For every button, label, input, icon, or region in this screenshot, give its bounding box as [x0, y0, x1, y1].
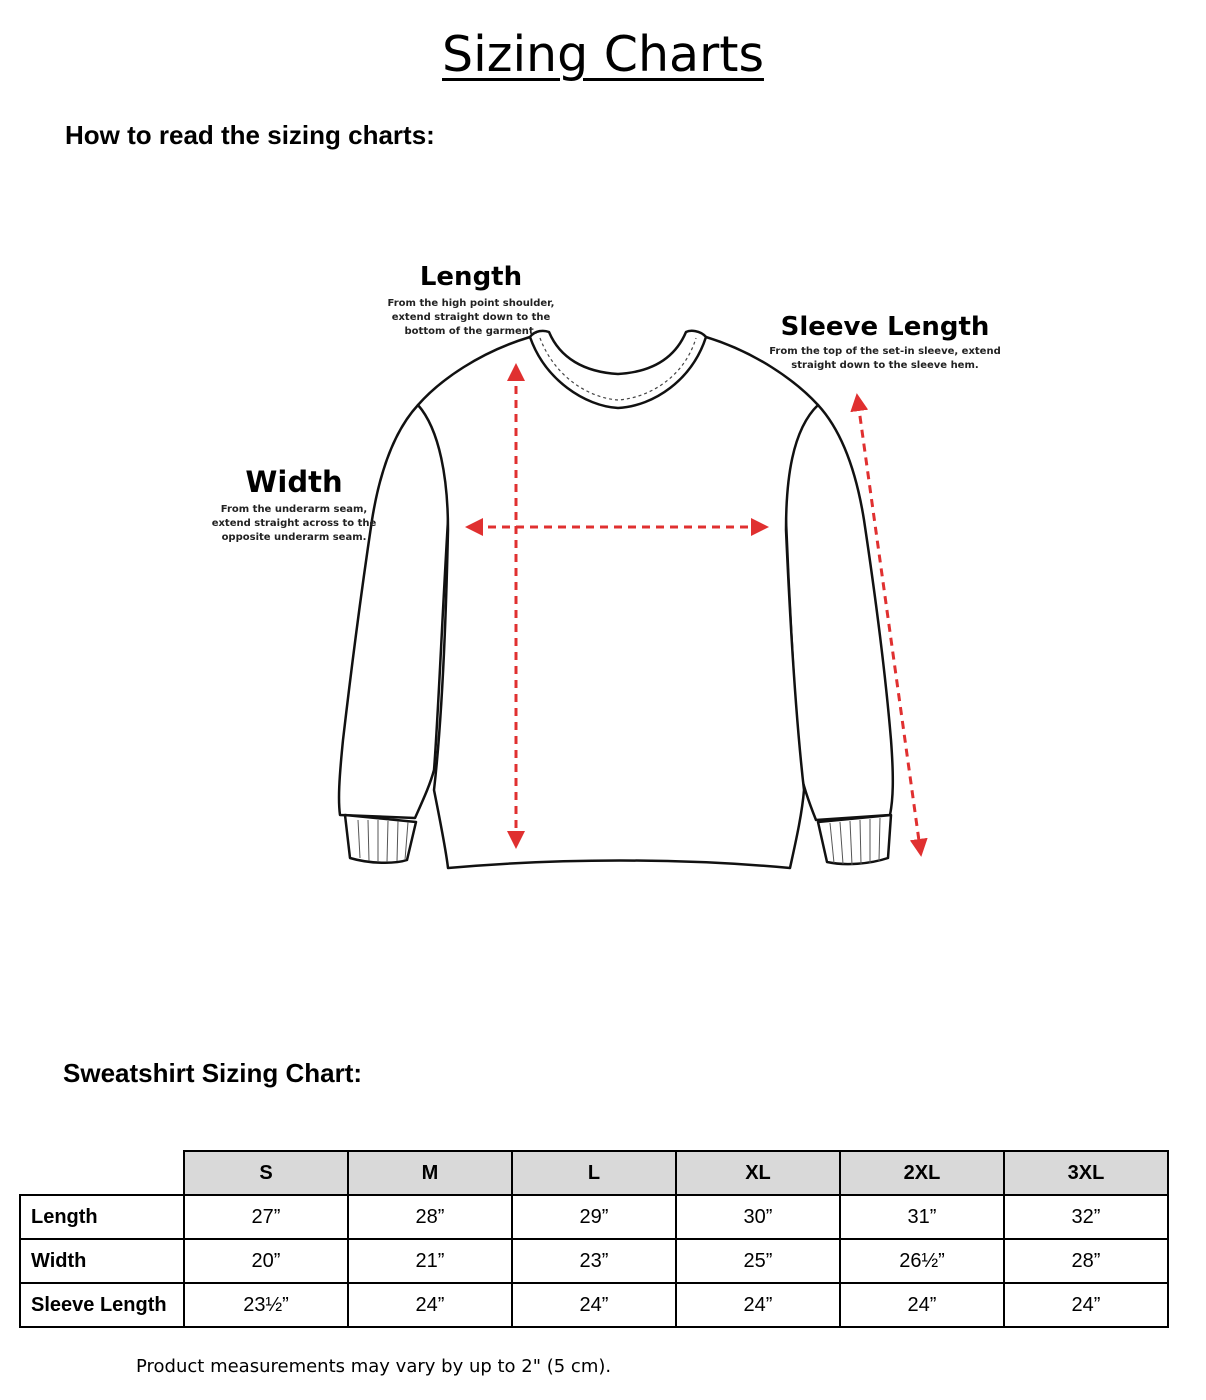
howto-heading: How to read the sizing charts: — [65, 120, 435, 150]
table-cell: 24” — [348, 1283, 512, 1327]
measurement-note: Product measurements may vary by up to 2" (5 cm). — [136, 1356, 612, 1377]
table-cell: 24” — [676, 1283, 840, 1327]
table-cell: 30” — [676, 1195, 840, 1239]
sleeve-label-desc: From the top of the set-in sleeve, extend straight down to the sleeve hem. — [769, 346, 1001, 371]
row-header: Width — [20, 1239, 184, 1283]
body — [418, 337, 818, 868]
table-cell: 24” — [512, 1283, 676, 1327]
sweatshirt-illustration — [339, 331, 893, 868]
table-cell: 28” — [348, 1195, 512, 1239]
sweatshirt-chart-heading: Sweatshirt Sizing Chart: — [63, 1058, 363, 1088]
table-cell: 24” — [1004, 1283, 1168, 1327]
table-cell: 27” — [184, 1195, 348, 1239]
table-row — [20, 1239, 1168, 1283]
table-cell: 28” — [1004, 1239, 1168, 1283]
page-title-text: Sizing Charts — [442, 26, 764, 83]
width-label-title: Width — [245, 465, 343, 499]
table-cell: 29” — [512, 1195, 676, 1239]
row-header: Length — [20, 1195, 184, 1239]
table-header-row — [20, 1151, 1168, 1195]
table-cell: 20” — [184, 1239, 348, 1283]
table-cell: 32” — [1004, 1195, 1168, 1239]
col-header: 3XL — [1004, 1151, 1168, 1195]
table-cell: 24” — [840, 1283, 1004, 1327]
sleeve-label-title: Sleeve Length — [780, 312, 990, 342]
col-header: 2XL — [840, 1151, 1004, 1195]
width-label-desc: From the underarm seam, extend straight across to the opposite underarm seam. — [211, 504, 377, 543]
table-cell: 26½” — [840, 1239, 1004, 1283]
table-row — [20, 1283, 1168, 1327]
sizing-table — [19, 1150, 1169, 1328]
table-cell: 23½” — [184, 1283, 348, 1327]
length-label-title: Length — [419, 262, 523, 292]
length-label-desc: From the high point shoulder, extend straight down to the bottom of the garment. — [387, 298, 555, 337]
table-row — [20, 1195, 1168, 1239]
col-header: M — [348, 1151, 512, 1195]
table-cell: 25” — [676, 1239, 840, 1283]
table-cell: 23” — [512, 1239, 676, 1283]
table-cell: 31” — [840, 1195, 1004, 1239]
row-header: Sleeve Length — [20, 1283, 184, 1327]
table-corner — [20, 1151, 184, 1195]
table-cell: 21” — [348, 1239, 512, 1283]
col-header: L — [512, 1151, 676, 1195]
col-header: S — [184, 1151, 348, 1195]
col-header: XL — [676, 1151, 840, 1195]
